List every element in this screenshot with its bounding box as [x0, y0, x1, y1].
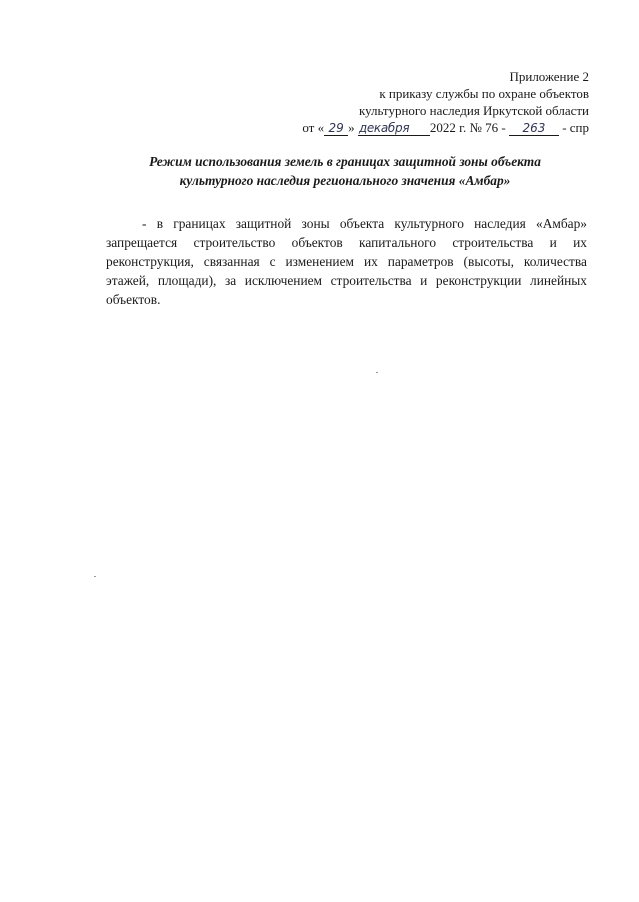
- handwritten-day: 29: [324, 122, 348, 136]
- scan-speck: [94, 576, 96, 577]
- date-prefix: от «: [302, 120, 325, 135]
- title-line-1: Режим использования земель в границах защитной зоны объекта: [149, 154, 541, 169]
- handwritten-month: декабря: [358, 122, 430, 136]
- order-date-line: [302, 119, 589, 136]
- year-and-order-prefix: 2022 г. № 76 -: [429, 120, 506, 135]
- order-suffix: - спр: [562, 120, 589, 135]
- order-reference-line-2: культурного наследия Иркутской области: [358, 103, 589, 118]
- scan-speck: [376, 372, 378, 373]
- title-line-2: культурного наследия регионального значения «Амбар»: [179, 173, 511, 188]
- appendix-label: Приложение 2: [509, 69, 589, 84]
- restriction-paragraph: - в границах защитной зоны объекта культурного наследия «Амбар» запрещается строительство объектов капитального строительства и их реконструкция, связанная с изменением их параметров (высоты, количества этажей, площади), за исключением строительства и реконструкции линейных объектов.: [106, 216, 587, 307]
- document-title: [100, 152, 590, 190]
- handwritten-order-number: 263: [509, 122, 559, 136]
- appendix-header: [302, 68, 589, 136]
- order-reference-line-1: к приказу службы по охране объектов: [379, 86, 589, 101]
- date-quote-close: »: [348, 120, 355, 135]
